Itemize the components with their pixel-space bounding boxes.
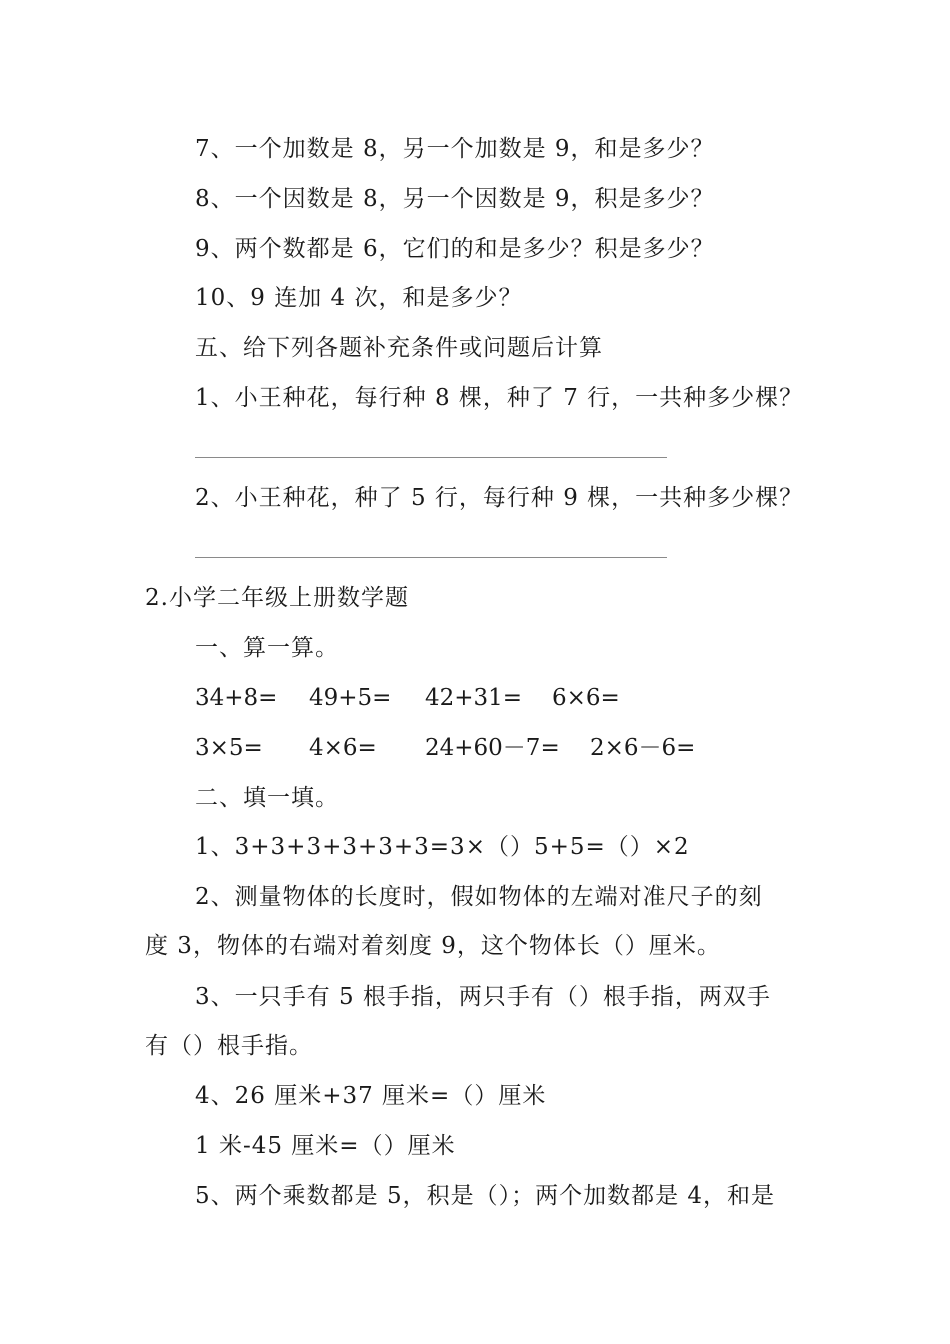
question-10: 10、9 连加 4 次，和是多少？ [195, 285, 523, 311]
fill-question-3-line-1: 3、一只手有 5 根手指，两只手有（）根手指，两双手 [195, 984, 771, 1010]
calc-item: 4×6= [309, 735, 377, 761]
calc-item: 2×6－6= [590, 735, 696, 761]
section-2-heading: 二、填一填。 [195, 785, 339, 811]
fill-question-2-line-2: 度 3，物体的右端对着刻度 9，这个物体长（）厘米。 [145, 933, 721, 959]
question-8: 8、一个因数是 8，另一个因数是 9，积是多少？ [195, 186, 715, 212]
question-9: 9、两个数都是 6，它们的和是多少？积是多少？ [195, 236, 715, 262]
section-5-question-2: 2、小王种花，种了 5 行，每行种 9 棵，一共种多少棵？ [195, 485, 804, 511]
fill-question-2-line-1: 2、测量物体的长度时，假如物体的左端对准尺子的刻 [195, 884, 763, 910]
fill-question-3-line-2: 有（）根手指。 [145, 1033, 313, 1059]
question-7: 7、一个加数是 8，另一个加数是 9，和是多少？ [195, 136, 715, 162]
section-5-question-1: 1、小王种花，每行种 8 棵，种了 7 行，一共种多少棵？ [195, 385, 804, 411]
calc-item: 3×5= [195, 735, 263, 761]
fill-question-4-line-1: 4、26 厘米+37 厘米=（）厘米 [195, 1083, 547, 1109]
section-1-heading: 一、算一算。 [195, 635, 339, 661]
calc-item: 34+8= [195, 685, 278, 711]
calc-item: 6×6= [552, 685, 620, 711]
answer-line-2 [195, 557, 667, 558]
fill-question-4-line-2: 1 米-45 厘米=（）厘米 [195, 1133, 456, 1159]
calc-item: 49+5= [309, 685, 392, 711]
fill-question-1: 1、3+3+3+3+3+3=3×（）5+5=（）×2 [195, 834, 690, 860]
section-title-2: 2.小学二年级上册数学题 [145, 585, 409, 611]
calc-item: 42+31= [425, 685, 523, 711]
section-5-heading: 五、给下列各题补充条件或问题后计算 [195, 335, 603, 361]
answer-line-1 [195, 457, 667, 458]
fill-question-5: 5、两个乘数都是 5，积是（）；两个加数都是 4，和是 [195, 1183, 776, 1209]
calc-item: 24+60－7= [425, 735, 560, 761]
